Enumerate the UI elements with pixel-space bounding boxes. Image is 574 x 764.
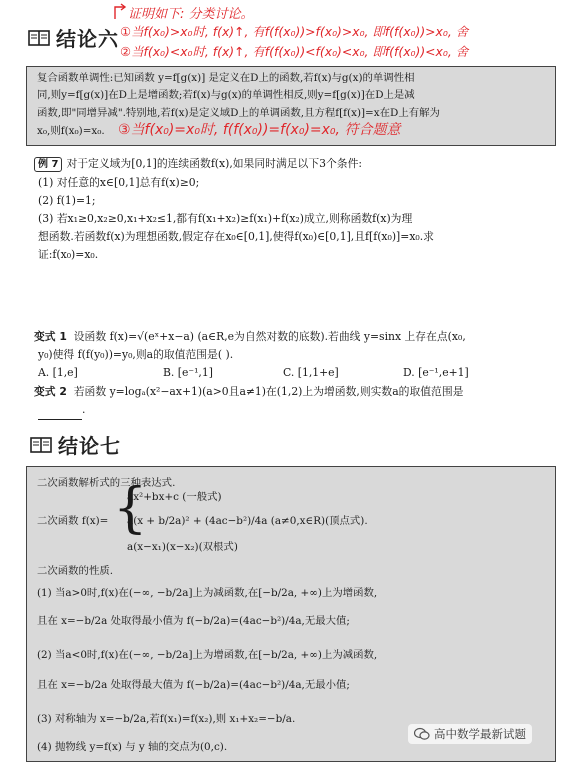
example7-line-5: 想函数.若函数f(x)为理想函数,假定存在x₀∈[0,1],使得f(x₀)∈[0,1],且f[f(x₀)]=x₀.求 [38, 230, 434, 243]
box7-case-3: a(x−x₁)(x−x₂)(双根式) [127, 541, 238, 553]
variant1-option-b: B. [e⁻¹,1] [163, 366, 213, 379]
box7-p1b: 且在 x=−b/2a 处取得最小值为 f(−b/2a)=(4ac−b²)/4a,无最大值; [37, 615, 350, 627]
variant1-label: 变式 1 [34, 330, 67, 343]
handwritten-note-3: ②当f(x₀)<x₀时, f(x)↑, 有f(f(x₀))<f(x₀)<x₀, 即f(f(x₀))<x₀, 舍 [120, 44, 469, 59]
box6-line-2: 同,则y=f[g(x)]在D上是增函数;若f(x)与g(x)的单调性相反,则y=f[g(x)]在D上是减 [37, 89, 415, 101]
box7-line-1: 二次函数解析式的三种表达式. [37, 477, 176, 489]
handwritten-note-4: ③当f(x₀)=x₀时, f(f(x₀))=f(x₀)=x₀, 符合题意 [118, 122, 401, 138]
example7-line-6: 证:f(x₀)=x₀. [38, 248, 99, 261]
box6-line-3: 函数,即"同增异减".特别地,若f(x)是定义域D上的单调函数,且方程f[f(x)]=x在D上有解为 [37, 107, 440, 119]
section7-title: 结论七 [58, 434, 121, 458]
handwritten-note-2: ①当f(x₀)>x₀时, f(x)↑, 有f(f(x₀))>f(x₀)>x₀, 即f(f(x₀))>x₀, 舍 [120, 24, 469, 39]
variant1-option-c: C. [1,1+e] [283, 366, 339, 379]
section6-title: 结论六 [56, 27, 119, 51]
example7-line-1 [34, 155, 362, 174]
variant1-text-1: 设函数 f(x)=√(eˣ+x−a) (a∈R,e为自然对数的底数).若曲线 y=sinx 上存在点(x₀, [73, 330, 466, 343]
variant1-option-a: A. [1,e] [38, 366, 78, 379]
arrow-icon [112, 2, 128, 20]
box7-case-1: ax²+bx+c (一般式) [127, 491, 222, 503]
box7-case-2: a(x + b/2a)² + (4ac−b²)/4a (a≠0,x∈R)(顶点式). [127, 515, 368, 527]
variant1-line-1 [34, 328, 466, 347]
section7-heading [30, 430, 121, 459]
example7-line-3: (2) f(1)=1; [38, 194, 96, 207]
brace: { [113, 476, 148, 539]
wechat-watermark [408, 724, 532, 744]
handwritten-note-1: 证明如下: 分类讨论。 [128, 7, 254, 22]
conclusion7-box [26, 466, 556, 762]
wechat-icon [414, 727, 430, 741]
box7-p2: (2) 当a<0时,f(x)在(−∞, −b/2a]上为增函数,在[−b/2a, +∞)上为减函数, [37, 649, 378, 661]
box7-p3: (3) 对称轴为 x=−b/2a,若f(x₁)=f(x₂),则 x₁+x₂=−b/a. [37, 713, 296, 725]
section6-heading [28, 23, 119, 52]
variant1-option-d: D. [e⁻¹,e+1] [403, 366, 469, 379]
box7-fx-label: 二次函数 f(x)= [37, 515, 109, 527]
box7-p1: (1) 当a>0时,f(x)在(−∞, −b/2a]上为减函数,在[−b/2a, +∞)上为增函数, [37, 587, 378, 599]
box7-props: 二次函数的性质. [37, 565, 114, 577]
book-icon [30, 437, 52, 453]
box7-p4: (4) 抛物线 y=f(x) 与 y 轴的交点为(0,c). [37, 741, 228, 753]
example7-line-2: (1) 对任意的x∈[0,1]总有f(x)≥0; [38, 176, 200, 189]
watermark-text: 高中数学最新试题 [434, 727, 526, 741]
book-icon [28, 30, 50, 46]
example7-line-4: (3) 若x₁≥0,x₂≥0,x₁+x₂≤1,都有f(x₁+x₂)≥f(x₁)+f(x₂)成立,则称函数f(x)为理 [38, 212, 413, 225]
box6-line-1: 复合函数单调性:已知函数 y=f[g(x)] 是定义在D上的函数,若f(x)与g(x)的单调性相 [37, 72, 415, 84]
variant2-answer-blank: . [38, 401, 85, 420]
example7-text-1: 对于定义域为[0,1]的连续函数f(x),如果同时满足以下3个条件: [66, 157, 363, 170]
box7-p2b: 且在 x=−b/2a 处取得最大值为 f(−b/2a)=(4ac−b²)/4a,无最小值; [37, 679, 350, 691]
variant2-text-1: 若函数 y=logₐ(x²−ax+1)(a>0且a≠1)在(1,2)上为增函数,则实数a的取值范围是 [73, 385, 464, 398]
variant1-line-2: y₀)使得 f(f(y₀))=y₀,则a的取值范围是( ). [38, 348, 234, 361]
box6-line-4: x₀,则f(x₀)=x₀. [37, 125, 105, 137]
example-tag: 例 7 [34, 157, 62, 172]
variant2-label: 变式 2 [34, 385, 67, 398]
variant2-line-1 [34, 383, 463, 402]
